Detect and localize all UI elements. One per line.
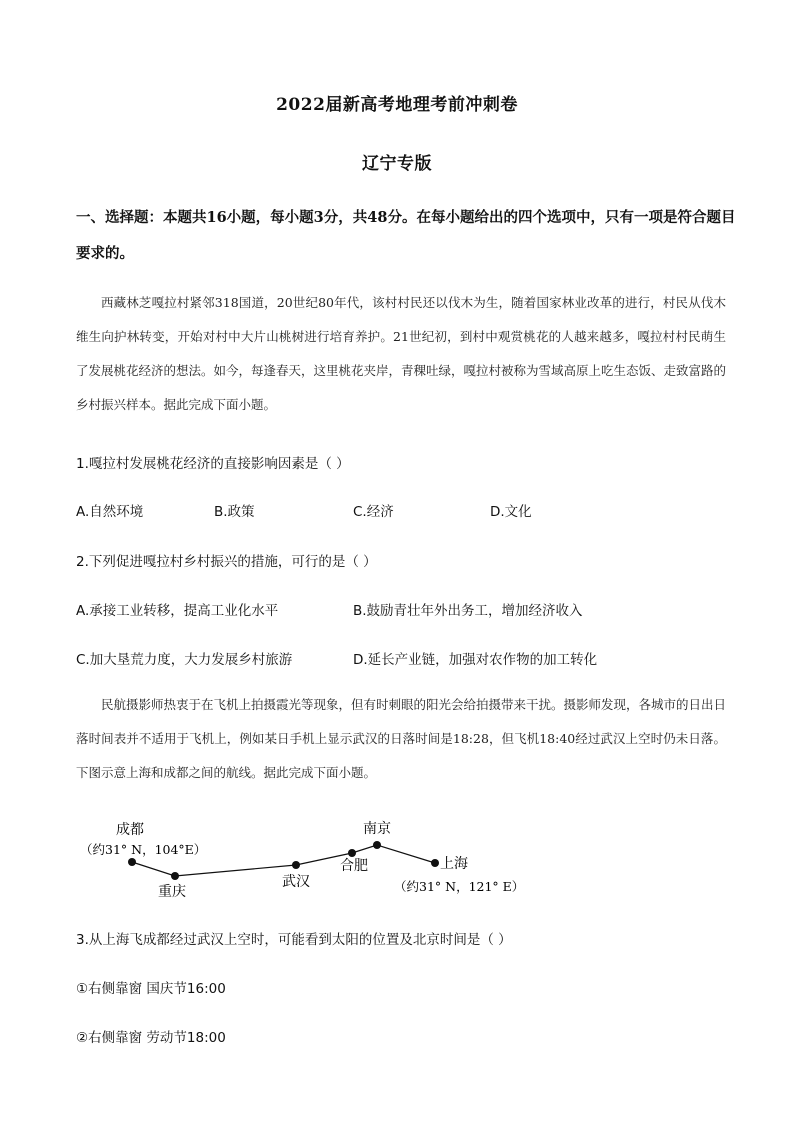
chengdu-dot xyxy=(128,858,136,866)
q1-option-b: B.政策 xyxy=(214,504,255,520)
label-shanghai-coord: （约31° N，121° E） xyxy=(394,879,525,894)
shanghai-dot xyxy=(431,859,439,867)
q1-option-d: D.文化 xyxy=(490,504,532,520)
wuhan-dot xyxy=(292,861,300,869)
q1-option-a: A.自然环境 xyxy=(76,504,144,520)
label-nanjing: 南京 xyxy=(363,821,391,837)
label-chongqing: 重庆 xyxy=(158,884,186,900)
section-heading xyxy=(76,200,736,272)
question-2-stem: 2.下列促进嘎拉村乡村振兴的措施，可行的是（ ） xyxy=(76,554,377,570)
chongqing-dot xyxy=(171,872,179,880)
question-1-stem: 1.嘎拉村发展桃花经济的直接影响因素是（ ） xyxy=(76,456,350,472)
nanjing-dot xyxy=(373,841,381,849)
label-hefei: 合肥 xyxy=(340,858,368,874)
flight-route-map xyxy=(76,810,536,910)
label-chengdu-coord: （约31° N，104°E） xyxy=(80,842,207,857)
label-wuhan: 武汉 xyxy=(282,874,310,890)
hefei-dot xyxy=(348,849,356,857)
page-title: 2022届新高考地理考前冲刺卷 xyxy=(276,95,518,115)
q2-option-a: A.承接工业转移，提高工业化水平 xyxy=(76,603,279,619)
section-heading-line1: 一、选择题：本题共16小题，每小题3分，共48分。在每小题给出的四个选项中，只有一项是符合题目 xyxy=(76,209,736,226)
q3-item-2: ②右侧靠窗 劳动节18:00 xyxy=(76,1030,226,1046)
label-chengdu: 成都 xyxy=(116,822,144,838)
q2-option-c: C.加大垦荒力度，大力发展乡村旅游 xyxy=(76,652,293,668)
q2-option-d: D.延长产业链，加强对农作物的加工转化 xyxy=(353,652,598,668)
passage-2: 民航摄影师热衷于在飞机上拍摄霞光等现象，但有时刺眼的阳光会给拍摄带来干扰。摄影师发现，各城市的日出日落时间表并不适用于飞机上，例如某日手机上显示武汉的日落时间是18:28，但飞机18:40经过武汉上空时仍未日落。下图示意上海和成都之间的航线。据此完成下面小题。 xyxy=(76,697,727,780)
page-subtitle: 辽宁专版 xyxy=(362,154,432,174)
question-3-stem: 3.从上海飞成都经过武汉上空时，可能看到太阳的位置及北京时间是（ ） xyxy=(76,932,512,948)
q1-option-c: C.经济 xyxy=(353,504,394,520)
label-shanghai: 上海 xyxy=(440,856,468,872)
passage-1: 西藏林芝嘎拉村紧邻318国道，20世纪80年代，该村村民还以伐木为生，随着国家林业改革的进行，村民从伐木维生向护林转变，开始对村中大片山桃树进行培育养护。21世纪初，到村中观赏桃花的人越来越多，嘎拉村村民萌生了发展桃花经济的想法。如今，每逢春天，这里桃花夹岸，青稞吐绿，嘎拉村被称为雪域高原上吃生态饭、走致富路的乡村振兴样本。据此完成下面小题。 xyxy=(76,295,727,412)
section-heading-line2: 要求的。 xyxy=(76,245,134,262)
q3-item-1: ①右侧靠窗 国庆节16:00 xyxy=(76,981,226,997)
q2-option-b: B.鼓励青壮年外出务工，增加经济收入 xyxy=(353,603,583,619)
